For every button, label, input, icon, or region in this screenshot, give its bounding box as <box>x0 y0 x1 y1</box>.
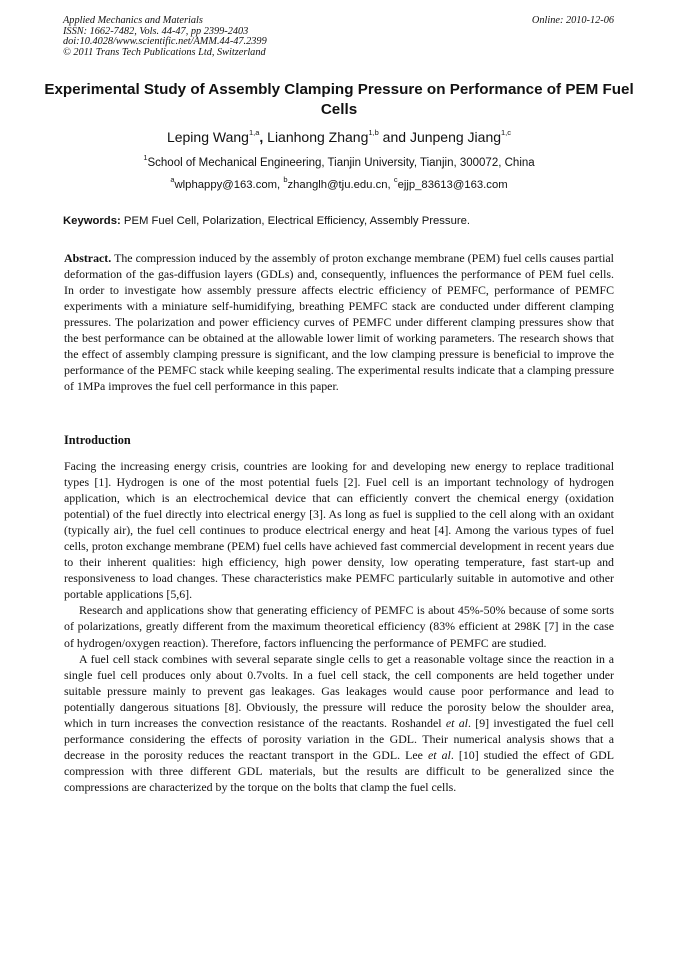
copyright-line: © 2011 Trans Tech Publications Ltd, Switzerland <box>63 46 266 58</box>
affiliation-text: School of Mechanical Engineering, Tianjin University, Tianjin, 300072, China <box>147 157 535 169</box>
author-superscript: 1,b <box>368 128 379 138</box>
introduction-heading: Introduction <box>64 433 131 447</box>
journal-header <box>63 16 267 58</box>
citation-etal: et al <box>445 715 468 730</box>
email-superscript: b <box>283 175 288 185</box>
author-superscript: 1,a <box>248 128 260 138</box>
email-text: wlphappy@163.com, <box>174 179 284 191</box>
email-superscript: c <box>393 175 398 185</box>
intro-text: A fuel cell stack combines with several separate single cells to get a reasonable voltage since the reaction in a single fuel cell produces only about 0.7volts. In a fuel cell stack, the cell components are held together under suitable pressure mainly to prevent gas leakages. Gas leakages would cause poor performance and lead to potentially dangerous situations [8]. Obviously, the pressure will reduce the porosity below the shoulder area, which in turn increases the convection resistance of the reactants. Roshandel <box>64 651 614 730</box>
intro-paragraph-3 <box>64 651 614 795</box>
email-superscript: a <box>170 175 175 185</box>
author-separator: , <box>259 129 268 145</box>
abstract-text: The compression induced by the assembly of proton exchange membrane (PEM) fuel cells causes partial deformation of the gas-diffusion layers (GDLs) and, consequently, influences the performance of PEM fuel cells. In order to investigate how assembly pressure affects electric efficiency of PEMFC, performance of PEMFC experiments with a miniature self-humidifying, breathing PEMFC stack are conducted under different clamping pressures. The polarization and power efficiency curves of PEMFC under different clamping pressures show that the best performance can be obtained at the allowable lower limit of working parameters. The research shows that the effect of assembly clamping pressure is significant, and the low clamping pressure is beneficial to improve the performance of the PEMFC stack while keeping sealing. The experimental results indicate that a clamping pressure of 1MPa improves the fuel cell performance in this paper. <box>64 251 614 394</box>
affiliation-superscript: 1 <box>143 153 148 163</box>
author-list <box>40 128 638 146</box>
online-date: Online: 2010-12-06 <box>531 15 614 26</box>
doi-line: doi:10.4028/www.scientific.net/AMM.44-47.2399 <box>63 36 267 47</box>
paper-title: Experimental Study of Assembly Clamping Pressure on Performance of PEM Fuel Cells <box>44 81 634 118</box>
author-emails <box>40 175 638 193</box>
abstract-label: Abstract. <box>64 251 112 265</box>
citation-etal: et al <box>427 747 451 762</box>
journal-name: Applied Mechanics and Materials <box>63 15 203 26</box>
keywords-text: PEM Fuel Cell, Polarization, Electrical Efficiency, Assembly Pressure. <box>120 215 471 227</box>
keywords-label: Keywords: <box>63 215 121 227</box>
author-superscript: 1,c <box>501 128 512 138</box>
intro-paragraph-2: Research and applications show that generating efficiency of PEMFC is about 45%-50% because of some sorts of polarizations, greatly different from the maximum theoretical efficiency (83% efficient at 298K [7] in the case of hydrogen/oxygen reaction). Therefore, factors influencing the performance of PEMFC are studied. <box>64 603 614 650</box>
keywords-line <box>63 214 623 228</box>
intro-text: . [10] studied the effect of GDL compression with three different GDL materials, but the results are difficult to be generalized since the compressions are characterized by the torque on the bolts that clamp the fuel cells. <box>64 747 615 794</box>
intro-paragraph-1: Facing the increasing energy crisis, countries are looking for and developing new energy to replace traditional types [1]. Hydrogen is one of the most potential fuels [2]. Fuel cell is an important technology of hydrogen application, which is an electrochemical device that can efficiently convert the chemical energy (oxidation potential) of the fuel directly into electrical energy [3]. As long as fuel is supplied to the cell along with an oxidant (typically air), the fuel cell continues to produce electrical energy and heat [4]. Among the various types of fuel cells, proton exchange membrane (PEM) fuel cells have achieved fast commercial development in recent years due to their inherent qualities: high efficiency, high power density, low operating temperature, fast start-up and responsiveness to load changes. These characteristics make PEMFC particularly suitable in automotive and other portable applications [5,6]. <box>64 459 614 602</box>
author-name: Leping Wang <box>166 129 249 145</box>
email-text: zhanglh@tju.edu.cn, <box>287 179 394 191</box>
introduction-body <box>64 458 614 795</box>
issn-line: ISSN: 1662-7482, Vols. 44-47, pp 2399-2403 <box>63 25 249 37</box>
author-name: Lianhong Zhang <box>267 129 369 145</box>
intro-text: . [9] investigated the fuel cell performance considering the effects of porosity variation in the GDL. Their numerical analysis shows that a decrease in the porosity reduces the reactant transport in the GDL. Lee <box>64 715 614 762</box>
affiliation <box>40 153 638 171</box>
abstract-paragraph <box>64 250 614 394</box>
author-separator: and <box>378 129 410 145</box>
author-name: Junpeng Jiang <box>409 129 502 145</box>
email-text: ejjp_83613@163.com <box>397 179 508 191</box>
